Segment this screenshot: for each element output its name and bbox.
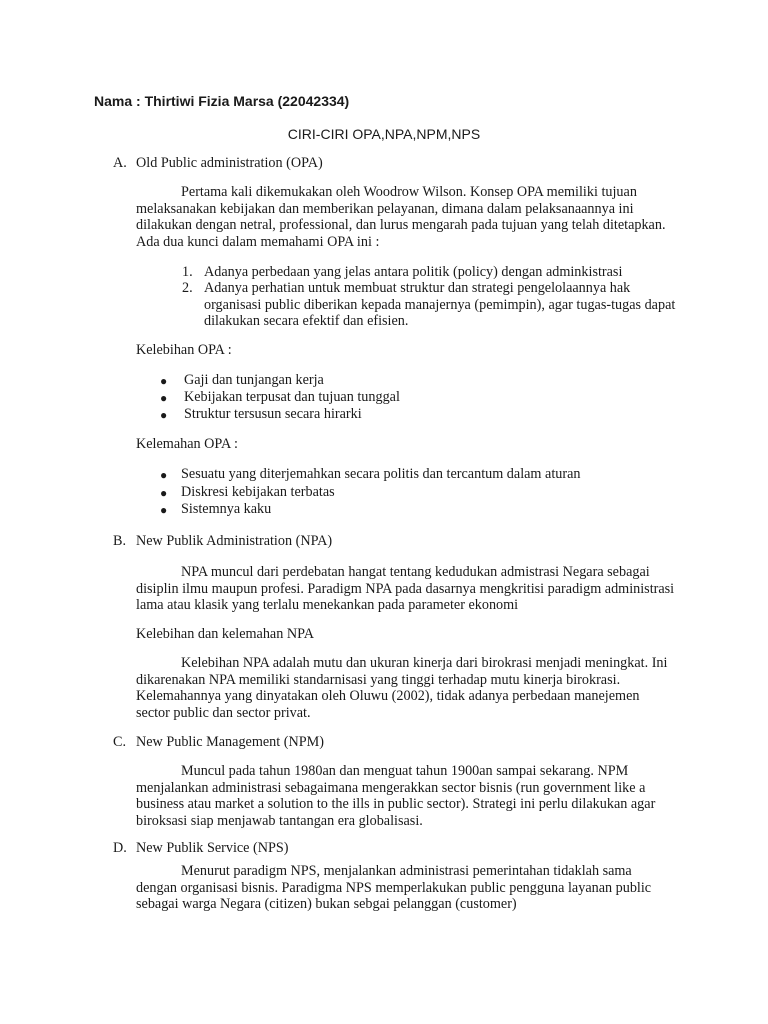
section-c-paragraph: Muncul pada tahun 1980an dan menguat tahun 1900an sampai sekarang. NPM menjalankan administrasi sebagaimana mengerakkan sector bisnis (run government like a business atau market a solution to the ills in public sector). Strategi ini perlu dilakukan agar biroksasi siap menjawab tantangan era globalisasi. <box>136 763 656 829</box>
kelemahan-opa-label: Kelemahan OPA : <box>136 436 238 452</box>
bullet-icon: ● <box>160 408 168 422</box>
section-c-letter: C. <box>113 734 127 750</box>
section-b-paragraph: NPA muncul dari perdebatan hangat tentang kedudukan admistrasi Negara sebagai disiplin ilmu maupun profesi. Paradigm NPA pada dasarnya mengkritisi paradigm administrasi lama atau klasik yang terlalu menekankan pada parameter ekonomi <box>136 564 675 614</box>
numbered-item-1-text: Adanya perbedaan yang jelas antara politik (policy) dengan adminkistrasi <box>204 264 623 280</box>
section-b-subheading: Kelebihan dan kelemahan NPA <box>136 626 314 642</box>
bullet-icon: ● <box>160 391 168 405</box>
section-b-letter: B. <box>113 533 127 549</box>
kelemahan-item: Sistemnya kaku <box>181 501 272 517</box>
section-a-paragraph: Pertama kali dikemukakan oleh Woodrow Wilson. Konsep OPA memiliki tujuan melaksanakan kebijakan dan memberikan pelayanan, dimana dalam pelaksanaannya ini dilakukan dengan netral, professional, dan lurus mengarah pada tujuan yang telah ditetapkan. Ada dua kunci dalam memahami OPA ini : <box>136 184 666 250</box>
section-b-paragraph-2: Kelebihan NPA adalah mutu dan ukuran kinerja dari birokrasi menjadi meningkat. Ini dikarenakan NPA memiliki standarnisasi yang tinggi terhadap mutu kinerja birokrasi. Kelemahannya yang dinyatakan oleh Oluwu (2002), tidak adanya perbedaan manejemen sector public dan sector privat. <box>136 655 668 721</box>
section-a-letter: A. <box>113 155 127 171</box>
author-name: Nama : Thirtiwi Fizia Marsa (22042334) <box>94 93 350 109</box>
document-title: CIRI-CIRI OPA,NPA,NPM,NPS <box>287 126 481 142</box>
numbered-item-2-text: Adanya perhatian untuk membuat struktur dan strategi pengelolaannya hak organisasi public diberikan kepada manajernya (pemimpin), agar tugas-tugas dapat dilakukan secara efektif dan efisien. <box>204 280 676 330</box>
kelebihan-item: Kebijakan terpusat dan tujuan tunggal <box>184 389 400 405</box>
numbered-item-1-number: 1. <box>182 264 193 280</box>
section-d-letter: D. <box>113 840 127 856</box>
section-d-title: New Publik Service (NPS) <box>136 840 289 856</box>
kelebihan-item: Struktur tersusun secara hirarki <box>184 406 362 422</box>
kelemahan-item: Diskresi kebijakan terbatas <box>181 484 335 500</box>
kelebihan-opa-label: Kelebihan OPA : <box>136 342 232 358</box>
bullet-icon: ● <box>160 374 168 388</box>
numbered-item-2-number: 2. <box>182 280 193 296</box>
section-a-title: Old Public administration (OPA) <box>136 155 323 171</box>
section-c-title: New Public Management (NPM) <box>136 734 324 750</box>
section-d-paragraph: Menurut paradigm NPS, menjalankan administrasi pemerintahan tidaklah sama dengan organisasi bisnis. Paradigma NPS memperlakukan public pengguna layanan public sebagai warga Negara (citizen) bukan sebgai pelanggan (customer) <box>136 863 652 913</box>
bullet-icon: ● <box>160 468 168 482</box>
kelebihan-item: Gaji dan tunjangan kerja <box>184 372 324 388</box>
kelemahan-item: Sesuatu yang diterjemahkan secara politis dan tercantum dalam aturan <box>181 466 581 482</box>
bullet-icon: ● <box>160 486 168 500</box>
section-b-title: New Publik Administration (NPA) <box>136 533 333 549</box>
bullet-icon: ● <box>160 503 168 517</box>
